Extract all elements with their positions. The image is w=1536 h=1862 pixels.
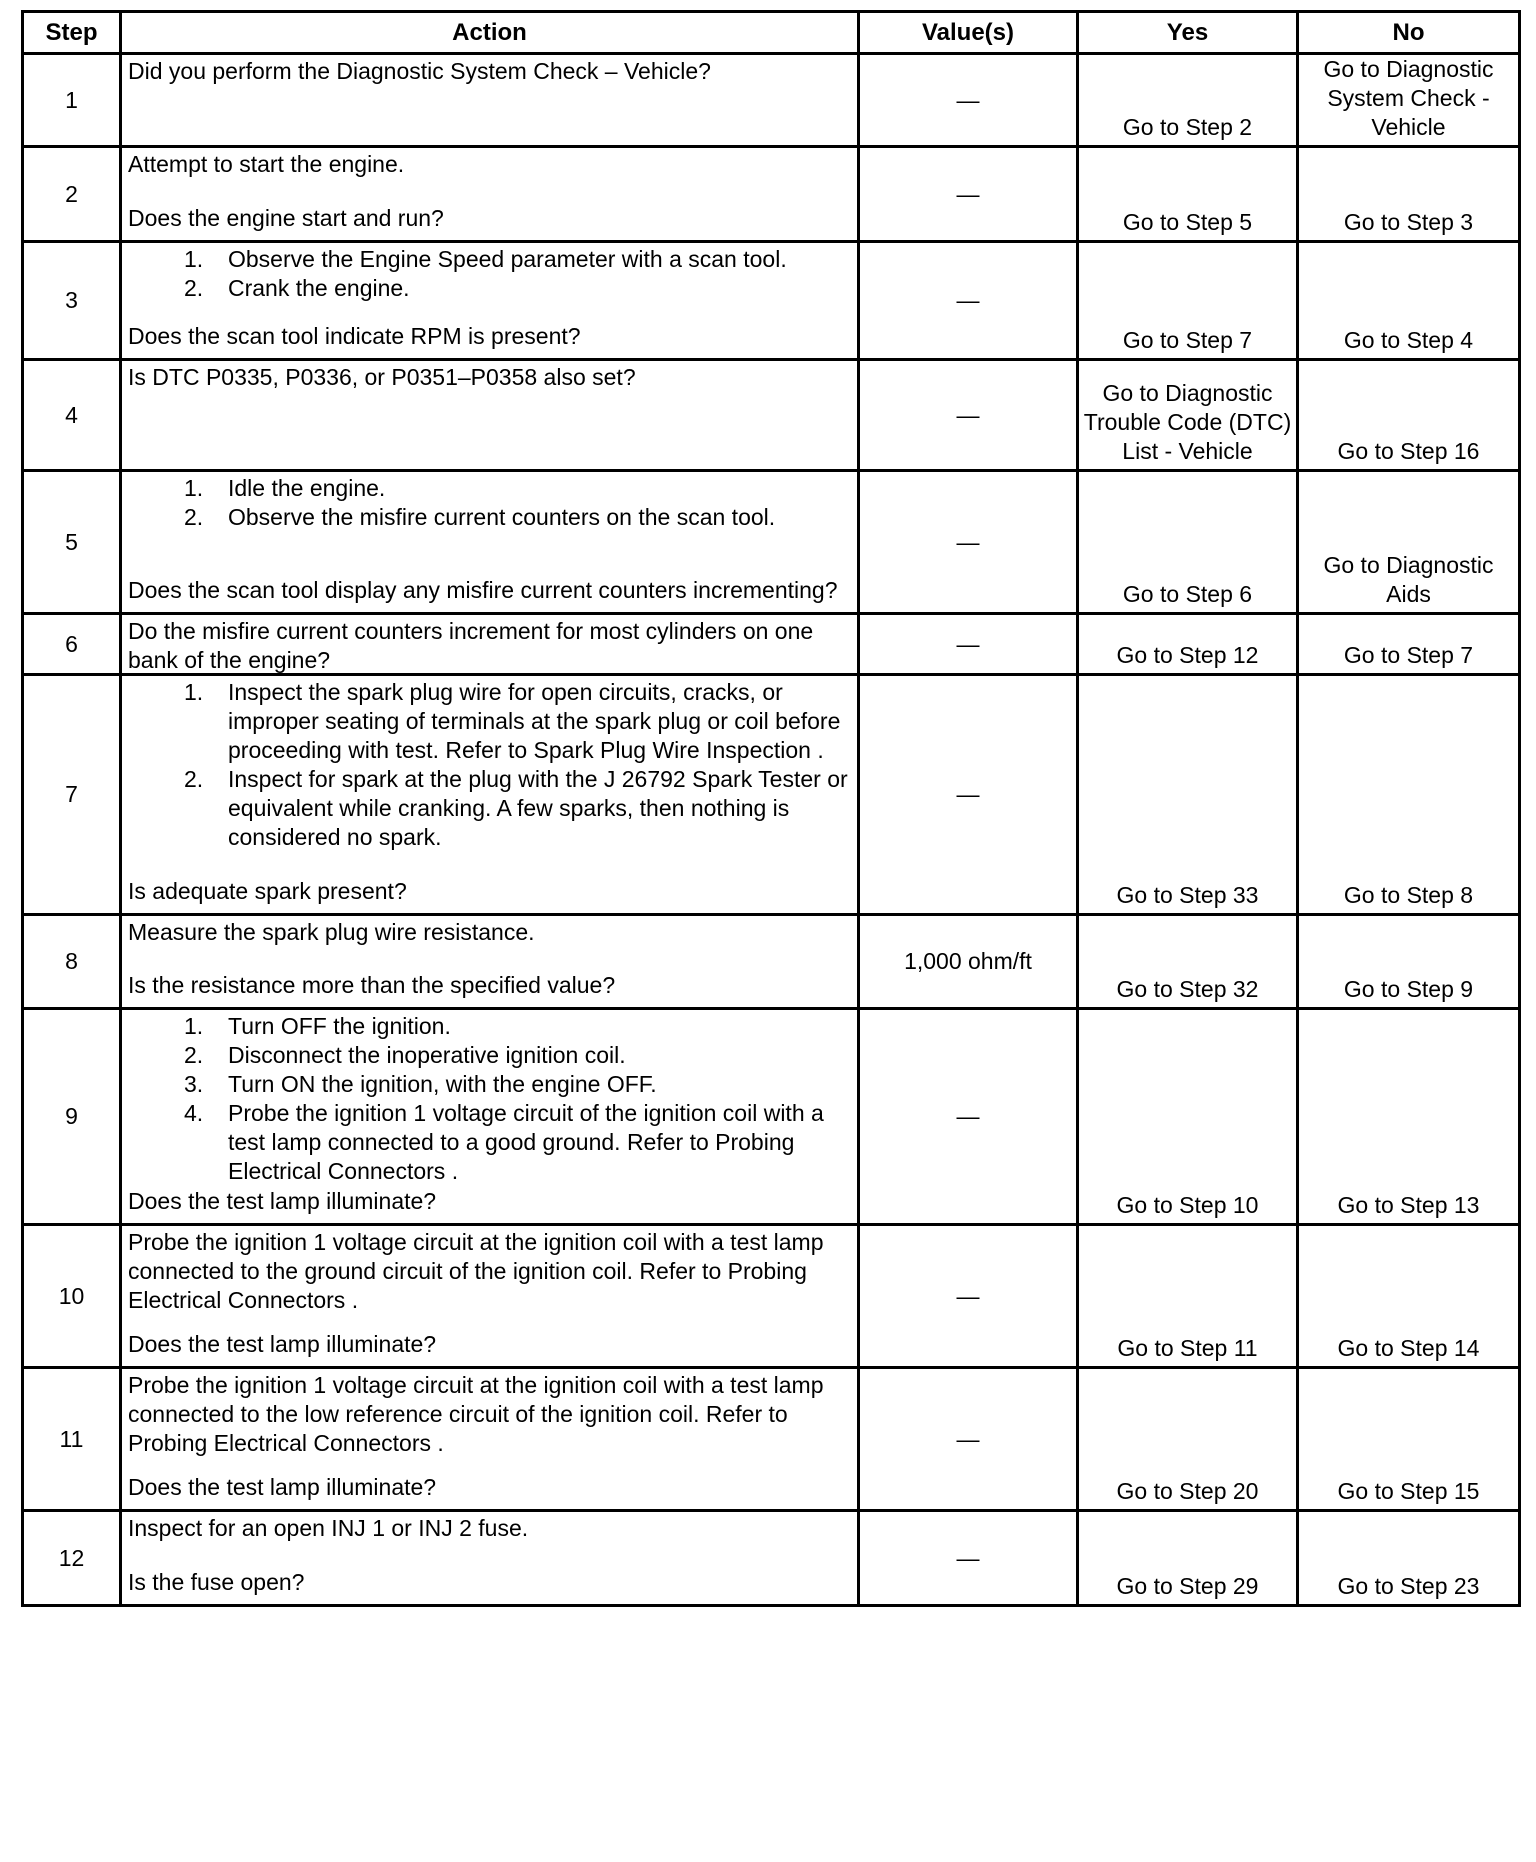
value-cell: — xyxy=(859,147,1078,242)
action-top xyxy=(128,1371,853,1458)
action-step-item: Observe the Engine Speed parameter with a scan tool. xyxy=(228,246,787,272)
action-instruction: Is DTC P0335, P0336, or P0351–P0358 also set? xyxy=(128,364,636,390)
action-question: Does the scan tool display any misfire current counters incrementing? xyxy=(128,577,838,603)
yes-action: Go to Step 10 xyxy=(1078,1009,1298,1225)
header-step: Step xyxy=(23,12,121,54)
step-number: 9 xyxy=(23,1009,121,1225)
action-step-item: Probe the ignition 1 voltage circuit of the ignition coil with a test lamp connected to a good ground. Refer to Probing Electrical Connectors . xyxy=(228,1100,824,1184)
step-number: 10 xyxy=(23,1225,121,1368)
action-instruction: Do the misfire current counters increment for most cylinders on one bank of the engine? xyxy=(128,618,820,673)
action-instruction: Inspect for an open INJ 1 or INJ 2 fuse. xyxy=(128,1515,529,1541)
action-question: Does the test lamp illuminate? xyxy=(128,1188,437,1214)
yes-action: Go to Step 6 xyxy=(1078,471,1298,614)
action-cell xyxy=(121,1511,859,1606)
table-row xyxy=(23,471,1520,614)
header-values: Value(s) xyxy=(859,12,1078,54)
header-yes: Yes xyxy=(1078,12,1298,54)
action-top xyxy=(128,1514,853,1543)
value-cell: — xyxy=(859,471,1078,614)
table-row xyxy=(23,54,1520,147)
action-cell xyxy=(121,242,859,360)
value-cell: — xyxy=(859,1368,1078,1511)
table-row xyxy=(23,1225,1520,1368)
action-question: Is adequate spark present? xyxy=(128,878,407,904)
step-number: 6 xyxy=(23,614,121,675)
step-number: 12 xyxy=(23,1511,121,1606)
value-cell: — xyxy=(859,242,1078,360)
action-top xyxy=(128,363,853,392)
table-row xyxy=(23,614,1520,675)
step-number: 7 xyxy=(23,675,121,915)
action-steps-list xyxy=(128,474,853,532)
no-action: Go to Step 4 xyxy=(1298,242,1520,360)
action-top xyxy=(128,474,853,532)
yes-action: Go to Step 11 xyxy=(1078,1225,1298,1368)
yes-action: Go to Step 5 xyxy=(1078,147,1298,242)
table-row xyxy=(23,242,1520,360)
yes-action: Go to Step 20 xyxy=(1078,1368,1298,1511)
no-action: Go to Step 23 xyxy=(1298,1511,1520,1606)
no-action: Go to Step 3 xyxy=(1298,147,1520,242)
value-cell: — xyxy=(859,1225,1078,1368)
no-action: Go to Step 9 xyxy=(1298,915,1520,1009)
value-cell: — xyxy=(859,1511,1078,1606)
no-action: Go to Step 16 xyxy=(1298,360,1520,471)
action-instruction: Probe the ignition 1 voltage circuit at the ignition coil with a test lamp connected to the ground circuit of the ignition coil. Refer to Probing Electrical Connectors . xyxy=(128,1229,830,1313)
action-step-item: Inspect for spark at the plug with the J 26792 Spark Tester or equivalent while cranking. A few sparks, then nothing is considered no spark. xyxy=(228,766,848,850)
action-top xyxy=(128,245,853,303)
value-cell: — xyxy=(859,675,1078,915)
action-step-item: Inspect the spark plug wire for open circuits, cracks, or improper seating of terminals at the spark plug or coil before proceeding with test. Refer to Spark Plug Wire Inspection . xyxy=(228,679,841,763)
action-question: Does the engine start and run? xyxy=(128,205,444,231)
action-cell xyxy=(121,360,859,471)
table-row xyxy=(23,147,1520,242)
action-step-item: Observe the misfire current counters on the scan tool. xyxy=(228,504,776,530)
action-steps-list xyxy=(128,678,853,852)
action-cell xyxy=(121,471,859,614)
no-action: Go to Diagnostic Aids xyxy=(1298,471,1520,614)
action-cell xyxy=(121,1009,859,1225)
step-number: 8 xyxy=(23,915,121,1009)
no-action: Go to Step 8 xyxy=(1298,675,1520,915)
header-row xyxy=(23,12,1520,54)
action-top xyxy=(128,57,853,86)
action-instruction: Measure the spark plug wire resistance. xyxy=(128,919,535,945)
action-cell xyxy=(121,1368,859,1511)
action-question: Is the resistance more than the specified value? xyxy=(128,972,616,998)
yes-action: Go to Step 29 xyxy=(1078,1511,1298,1606)
yes-action: Go to Diagnostic Trouble Code (DTC) List - Vehicle xyxy=(1078,360,1298,471)
header-no: No xyxy=(1298,12,1520,54)
table-row xyxy=(23,675,1520,915)
action-step-item: Turn ON the ignition, with the engine OFF. xyxy=(228,1071,657,1097)
action-cell xyxy=(121,54,859,147)
yes-action: Go to Step 12 xyxy=(1078,614,1298,675)
yes-action: Go to Step 2 xyxy=(1078,54,1298,147)
no-action: Go to Step 7 xyxy=(1298,614,1520,675)
value-cell: — xyxy=(859,1009,1078,1225)
value-cell: — xyxy=(859,54,1078,147)
diagnostic-table xyxy=(21,10,1521,1607)
no-action: Go to Diagnostic System Check - Vehicle xyxy=(1298,54,1520,147)
action-top xyxy=(128,150,853,179)
action-top xyxy=(128,918,853,947)
action-cell xyxy=(121,614,859,675)
action-question: Does the test lamp illuminate? xyxy=(128,1331,437,1357)
value-cell: 1,000 ohm/ft xyxy=(859,915,1078,1009)
action-cell xyxy=(121,147,859,242)
action-cell xyxy=(121,915,859,1009)
action-instruction: Probe the ignition 1 voltage circuit at the ignition coil with a test lamp connected to the low reference circuit of the ignition coil. Refer to Probing Electrical Connectors . xyxy=(128,1372,830,1456)
table-row xyxy=(23,1009,1520,1225)
step-number: 5 xyxy=(23,471,121,614)
action-steps-list xyxy=(128,245,853,303)
action-instruction: Did you perform the Diagnostic System Check – Vehicle? xyxy=(128,58,711,84)
action-step-item: Crank the engine. xyxy=(228,275,410,301)
action-step-item: Idle the engine. xyxy=(228,475,386,501)
action-question: Does the scan tool indicate RPM is present? xyxy=(128,323,581,349)
action-top xyxy=(128,678,853,852)
table-row xyxy=(23,915,1520,1009)
header-action: Action xyxy=(121,12,859,54)
yes-action: Go to Step 33 xyxy=(1078,675,1298,915)
action-step-item: Disconnect the inoperative ignition coil. xyxy=(228,1042,626,1068)
step-number: 1 xyxy=(23,54,121,147)
action-question: Does the test lamp illuminate? xyxy=(128,1474,437,1500)
value-cell: — xyxy=(859,360,1078,471)
table-row xyxy=(23,1368,1520,1511)
no-action: Go to Step 15 xyxy=(1298,1368,1520,1511)
action-steps-list xyxy=(128,1012,853,1186)
action-top xyxy=(128,617,853,675)
no-action: Go to Step 13 xyxy=(1298,1009,1520,1225)
action-cell xyxy=(121,675,859,915)
step-number: 4 xyxy=(23,360,121,471)
step-number: 3 xyxy=(23,242,121,360)
yes-action: Go to Step 32 xyxy=(1078,915,1298,1009)
no-action: Go to Step 14 xyxy=(1298,1225,1520,1368)
action-top xyxy=(128,1012,853,1186)
action-step-item: Turn OFF the ignition. xyxy=(228,1013,451,1039)
action-cell xyxy=(121,1225,859,1368)
action-top xyxy=(128,1228,853,1315)
step-number: 11 xyxy=(23,1368,121,1511)
table-row xyxy=(23,360,1520,471)
action-question: Is the fuse open? xyxy=(128,1569,305,1595)
yes-action: Go to Step 7 xyxy=(1078,242,1298,360)
table-row xyxy=(23,1511,1520,1606)
value-cell: — xyxy=(859,614,1078,675)
step-number: 2 xyxy=(23,147,121,242)
action-instruction: Attempt to start the engine. xyxy=(128,151,405,177)
